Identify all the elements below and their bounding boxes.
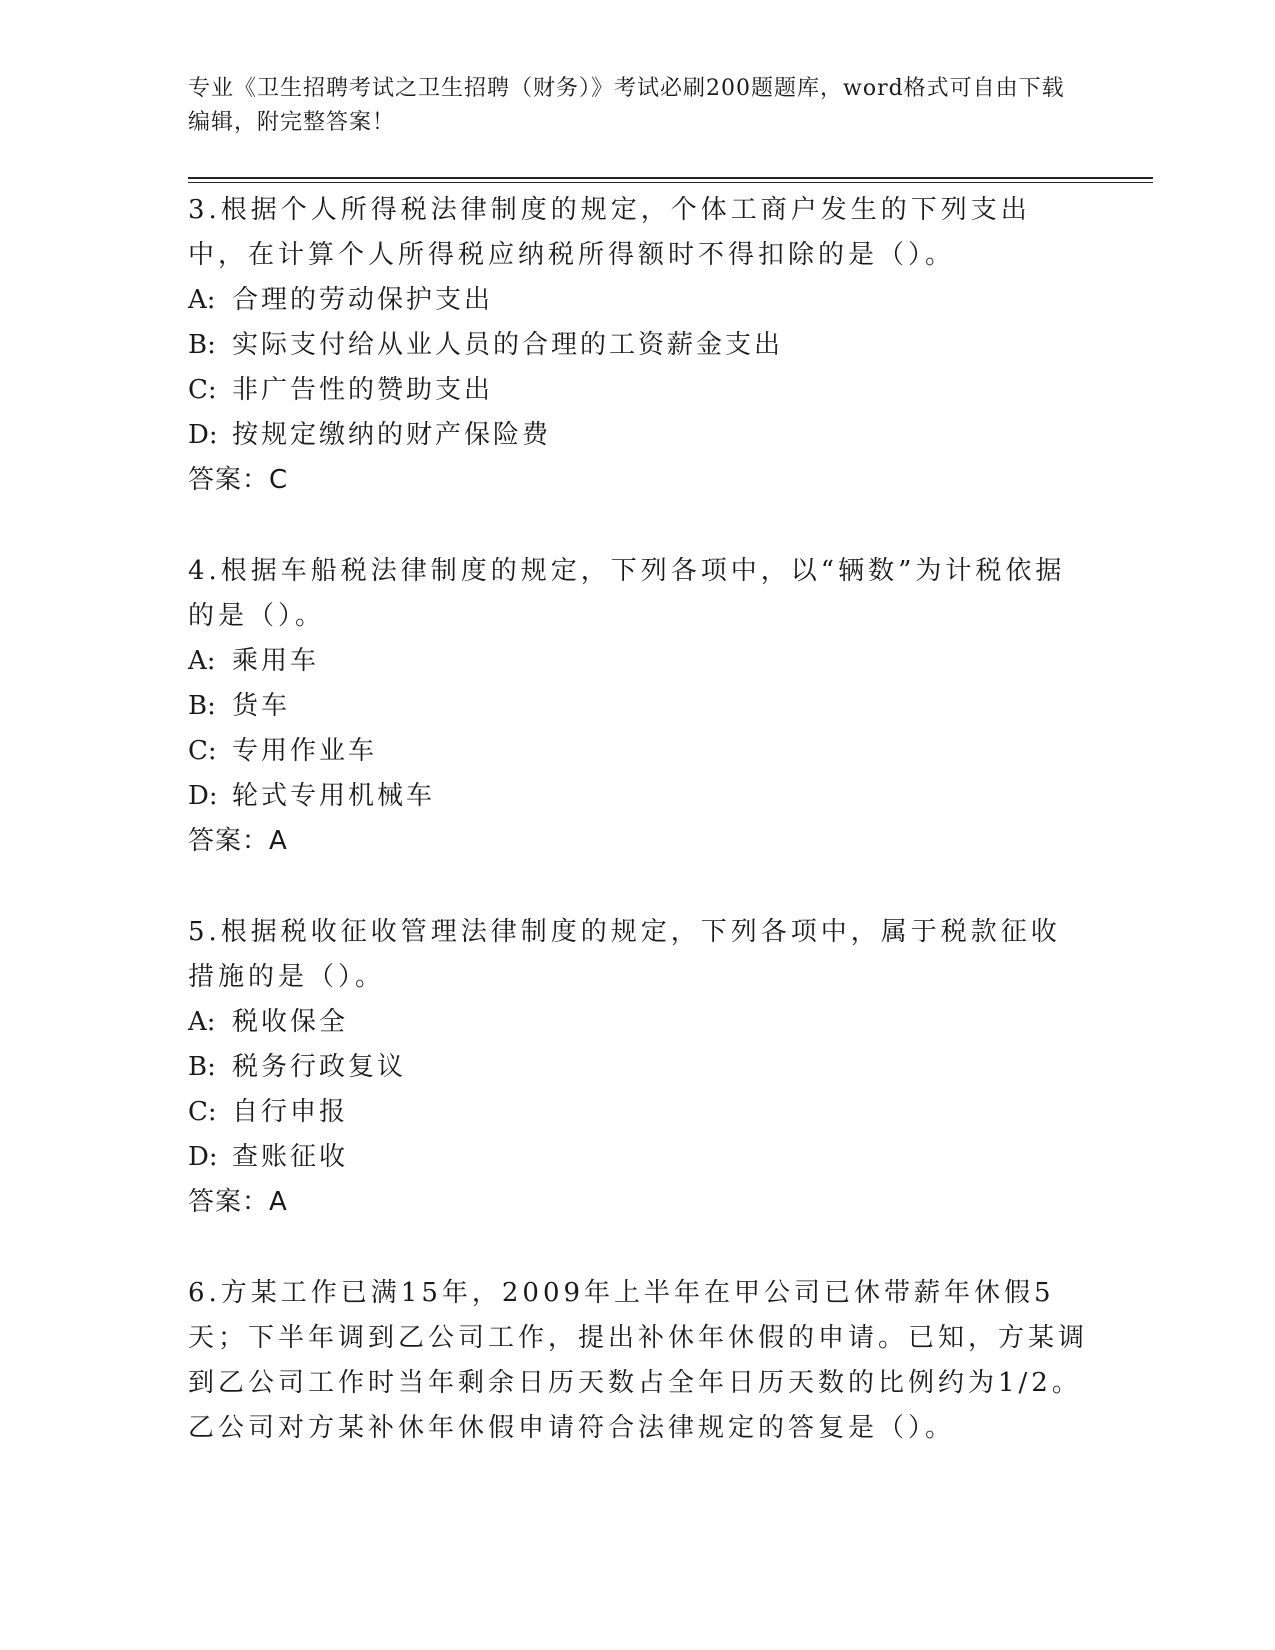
option-a — [188, 278, 1088, 323]
question-item — [188, 549, 1088, 864]
option-text: 按规定缴纳的财产保险费 — [232, 420, 552, 450]
header-divider-thick — [188, 177, 1153, 179]
answer-line: 答案：A — [188, 826, 288, 856]
option-key: D: — [188, 1142, 218, 1172]
option-key: D: — [188, 420, 218, 450]
question-item — [188, 1271, 1088, 1451]
question-text: 5.根据税收征收管理法律制度的规定，下列各项中，属于税款征收措施的是（）。 — [188, 917, 1061, 992]
option-key: A: — [188, 1007, 216, 1037]
option-c — [188, 729, 1088, 774]
option-b — [188, 323, 1088, 368]
option-text: 查账征收 — [232, 1142, 349, 1172]
option-key: C: — [188, 736, 217, 766]
option-d — [188, 1135, 1088, 1180]
option-c — [188, 368, 1088, 413]
option-key: B: — [188, 330, 216, 360]
option-b — [188, 684, 1088, 729]
option-text: 自行申报 — [232, 1097, 349, 1127]
option-d — [188, 413, 1088, 458]
option-text: 专用作业车 — [232, 736, 378, 766]
header-divider-thin — [188, 182, 1153, 183]
option-text: 非广告性的赞助支出 — [232, 375, 494, 405]
option-text: 合理的劳动保护支出 — [232, 285, 494, 315]
question-item — [188, 188, 1088, 503]
option-text: 税收保全 — [232, 1007, 349, 1037]
option-c — [188, 1090, 1088, 1135]
question-text: 4.根据车船税法律制度的规定，下列各项中，以“辆数”为计税依据的是（）。 — [188, 556, 1066, 631]
option-a — [188, 1000, 1088, 1045]
option-d — [188, 774, 1088, 819]
question-text: 3.根据个人所得税法律制度的规定，个体工商户发生的下列支出中，在计算个人所得税应纳税所得额时不得扣除的是（）。 — [188, 195, 1031, 270]
question-item — [188, 910, 1088, 1225]
option-key: B: — [188, 1052, 216, 1082]
option-b — [188, 1045, 1088, 1090]
option-text: 货车 — [232, 691, 291, 721]
option-text: 轮式专用机械车 — [232, 781, 436, 811]
option-key: B: — [188, 691, 216, 721]
option-a — [188, 639, 1088, 684]
question-list — [188, 188, 1088, 1497]
question-text: 6.方某工作已满15年，2009年上半年在甲公司已休带薪年休假5天；下半年调到乙公司工作，提出补休年休假的申请。已知，方某调到乙公司工作时当年剩余日历天数占全年日历天数的比例约为1/2。乙公司对方某补休年休假申请符合法律规定的答复是（）。 — [188, 1278, 1089, 1443]
option-key: C: — [188, 1097, 217, 1127]
answer-line: 答案：C — [188, 465, 289, 495]
option-key: A: — [188, 285, 216, 315]
option-key: C: — [188, 375, 217, 405]
option-text: 实际支付给从业人员的合理的工资薪金支出 — [232, 330, 784, 360]
option-text: 税务行政复议 — [232, 1052, 407, 1082]
document-header: 专业《卫生招聘考试之卫生招聘（财务）》考试必刷200题题库，word格式可自由下载编辑，附完整答案！ — [188, 76, 1065, 135]
option-key: A: — [188, 646, 216, 676]
option-text: 乘用车 — [232, 646, 320, 676]
answer-line: 答案：A — [188, 1187, 288, 1217]
option-key: D: — [188, 781, 218, 811]
